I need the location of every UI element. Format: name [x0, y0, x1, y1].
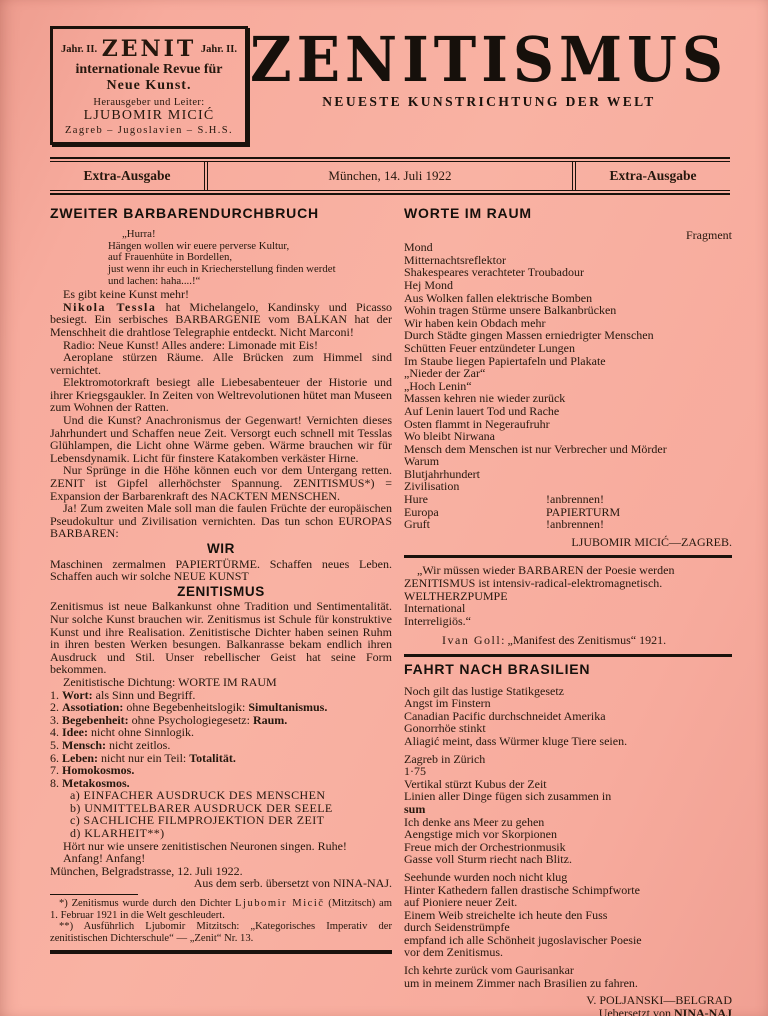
extra-ausgabe-left: Extra-Ausgabe — [83, 168, 171, 183]
footnote — [50, 898, 392, 921]
poem-line: um in meinem Zimmer nach Brasilien zu fahren. — [404, 975, 638, 990]
text-segment: PAPIERTURM — [546, 504, 621, 519]
text-segment: : „Manifest des Zenitismus“ 1921. — [501, 633, 667, 648]
extra-ausgabe-right: Extra-Ausgabe — [609, 168, 697, 183]
poem-line: International — [404, 601, 466, 616]
text-segment: Simultanismus. — [248, 700, 328, 715]
poem-line: Durch Städte gingen Massen erniedrigter Menschen — [404, 328, 654, 343]
masthead-subtitle-line2: Neue Kunst. — [106, 78, 192, 93]
quote-line: Hängen wollen wir euere perverse Kultur, — [108, 239, 290, 252]
dateline-inner — [50, 161, 730, 191]
text-segment: NINA-NAJ — [674, 1005, 732, 1016]
horizontal-rule — [404, 654, 732, 657]
poem-line: Mitternachtsreflektor — [404, 252, 506, 267]
text-segment: Assotiation: — [62, 700, 124, 715]
text-segment: 8. — [50, 775, 62, 790]
paragraph — [50, 301, 392, 339]
poem-line: Canadian Pacific durchschneidet Amerika — [404, 708, 606, 723]
poem-line: ZENITISMUS ist intensiv-radical-elektromagnetisch. — [404, 576, 663, 591]
text-segment: 5. — [50, 737, 62, 752]
text-segment: Begebenheit: — [62, 712, 129, 727]
poem-line: Seehunde wurden noch nicht klug — [404, 869, 568, 884]
poem-line: auf Pioniere neuer Zeit. — [404, 895, 518, 910]
paragraph: Ja! Zum zweiten Male soll man die faulen Früchte der europäischen Pseudokultur und Zivilisation vernichten. Das tun schon EUROPAS BARBAREN: — [50, 501, 392, 541]
poem-line: Aengstige mich vor Skorpionen — [404, 827, 557, 842]
poem-line: „Nieder der Zar“ — [404, 366, 486, 381]
poem-line: Vertikal stürzt Kubus der Zeit — [404, 776, 547, 791]
sub-list-item: d) KLARHEIT**) — [70, 826, 165, 841]
page-title: ZENITISMUS — [249, 23, 729, 97]
text-segment: nicht nur ein Teil: — [98, 750, 190, 765]
paragraph: München, Belgradstrasse, 12. Juli 1922. — [50, 863, 243, 878]
text-segment: Raum. — [252, 712, 288, 727]
quote-line: auf Frauenhüte in Bordellen, — [108, 251, 233, 264]
poem-line: empfand ich alle Schönheit jugoslavischer Poesie — [404, 932, 642, 947]
paragraph: Aeroplane stürzen Räume. Alle Brücken zum Himmel sind vernichtet. — [50, 350, 392, 377]
quote-line: und lachen: haha....!“ — [108, 275, 201, 288]
text-segment: 4. — [50, 725, 62, 740]
right-column — [404, 207, 732, 1016]
text-segment: (Mitzitsch) am 1. Februar 1921 in die Welt geschleudert. — [50, 898, 392, 921]
text-segment: Wort: — [62, 687, 93, 702]
poem-line: Wir haben kein Obdach mehr — [404, 315, 546, 330]
poem-line: Freue mich der Orchestrionmusik — [404, 839, 566, 854]
text-segment: nicht zeitlos. — [106, 737, 171, 752]
poem-heading-fahrt-nach-brasilien: FAHRT NACH BRASILIEN — [404, 661, 591, 677]
paragraph: Anfang! Anfang! — [63, 851, 146, 866]
poem-line: Blutjahrhundert — [404, 466, 480, 481]
poem-line-pair — [404, 518, 732, 531]
poem-line: Mond — [404, 240, 433, 255]
poem-line: Einem Weib streichelte ich heute den Fuss — [404, 907, 608, 922]
footnote: **) Ausführlich Ljubomir Mitzitsch: „Kategorisches Imperativ der zenitistischen Dichterschule“ — „Zenit“ Nr. 13. — [50, 921, 392, 944]
poem-line: Ich denke ans Meer zu gehen — [404, 814, 545, 829]
dateline-place-date: München, 14. Juli 1922 — [204, 162, 576, 190]
quote-line: just wenn ihr euch in Kriecherstellung finden werdet — [108, 263, 336, 276]
volume-label-left: Jahr. II. — [61, 43, 98, 55]
text-segment: 6. — [50, 750, 62, 765]
text-segment: hat Michelangelo, Kandinsky und Picasso besiegt. Ein serbisches BARBARGENIE vom BALKAN hat der Menschheit die drahtlose Telegraphie entdeckt. Nicht Marconi! — [50, 299, 392, 339]
footnote-rule — [50, 894, 138, 895]
text-segment: Metakosmos. — [62, 775, 130, 790]
text-segment: Idee: — [62, 725, 88, 740]
sub-list-item: c) SACHLICHE FILMPROJEKTION DER ZEIT — [70, 813, 325, 828]
text-segment: Mensch: — [62, 737, 106, 752]
poem-line: durch Seidenstrümpfe — [404, 920, 510, 935]
spacer — [404, 627, 732, 632]
text-segment: Gruft — [404, 517, 430, 532]
poem-line: Hej Mond — [404, 277, 453, 292]
text-segment: *) Zenitismus wurde durch den Dichter — [59, 898, 236, 910]
volume-label-right: Jahr. II. — [200, 43, 237, 55]
fragment-label: Fragment — [686, 227, 732, 242]
text-segment: Ljubomir Micič — [235, 898, 325, 910]
poem-line: Angst im Finstern — [404, 696, 491, 711]
dateline-bar — [50, 157, 730, 195]
text-segment: nicht ohne Sinnlogik. — [88, 725, 194, 740]
poem-line: Osten flammt in Negeraufruhr — [404, 416, 550, 431]
poem-line: Warum — [404, 454, 440, 469]
bottom-rule — [50, 950, 392, 954]
poem-line: 1·75 — [404, 764, 426, 779]
paragraph: Zenitismus ist neue Balkankunst ohne Tradition und Sentimentalität. Nur solche Kunst brauchen wir. Zenitismus ist Schule für konstruktive Kunst und ihre Realisation. Zenitistische Dichter haben seinen Ruhm in ihren besten Werken besungen. Balkanrasse bekam endlich ihren Ausdruck und Stil. Unser rebellischer Geist hat seine Form bekommen. — [50, 599, 392, 677]
masthead-location: Zagreb – Jugoslavien – S.H.S. — [64, 125, 234, 136]
text-segment: !anbrennen! — [546, 492, 604, 507]
text-segment: 3. — [50, 712, 62, 727]
masthead-box — [50, 26, 248, 145]
paragraph: Es gibt keine Kunst mehr! — [63, 287, 189, 302]
center-heading-zenitismus: ZENITISMUS — [177, 583, 265, 599]
poem-line: Gonorrhöe stinkt — [404, 721, 486, 736]
paragraph: Und die Kunst? Anachronismus der Gegenwart! Vernichten dieses Jahrhundert und Schaffen neue Zeit. Versorgt euch schnell mit Tesslas Glühlampen, die Licht ohne Wärme geben. Wärme brauchen wir für Lebensdynamik. Licht für finstere Katakomben verkäster Hirne. — [50, 413, 392, 465]
page-header — [0, 0, 768, 145]
article-heading-zweiter-barbarendurchbruch: ZWEITER BARBARENDURCHBRUCH — [50, 205, 319, 221]
text-segment: Hure — [404, 492, 428, 507]
text-segment: Homokosmos. — [62, 763, 135, 778]
poem-line: Auf Lenin lauert Tod und Rache — [404, 403, 560, 418]
center-heading-wir: WIR — [206, 541, 236, 556]
poem-line — [404, 803, 732, 816]
poem-line: Im Staube liegen Papiertafeln und Plakate — [404, 353, 606, 368]
text-segment: ohne Psychologiegesetz: — [128, 712, 253, 727]
translation-credit — [404, 1007, 732, 1016]
paragraph: Maschinen zermalmen PAPIERTÜRME. Schaffen neues Leben. Schaffen auch wir solche NEUE KUNST — [50, 556, 392, 584]
paragraph: Hört nur wie unsere zenitistischen Neuronen singen. Ruhe! — [63, 838, 347, 853]
poem-line: Wohin tragen Stürme unsere Balkanbrücken — [404, 303, 617, 318]
poem-line: Linien aller Dinge fügen sich zusammen in — [404, 789, 612, 804]
zenit-wordmark: ZENIT — [101, 36, 197, 62]
text-segment: Uebersetzt von — [598, 1005, 674, 1016]
text-segment: sum — [404, 801, 426, 816]
poem-line: „Hoch Lenin“ — [404, 378, 472, 393]
sub-list-item: b) UNMITTELBARER AUSDRUCK DER SEELE — [70, 800, 333, 815]
text-segment: ohne Begebenheitslogik: — [123, 700, 249, 715]
poem-line: Aus Wolken fallen elektrische Bomben — [404, 290, 593, 305]
poem-line: Schütten Feuer entzündeter Lungen — [404, 340, 575, 355]
sub-list-item: a) EINFACHER AUSDRUCK DES MENSCHEN — [70, 788, 326, 803]
quote-line: „Hurra! — [122, 227, 156, 240]
editor-name: LJUBOMIR MICIĆ — [83, 108, 215, 123]
horizontal-rule — [404, 555, 732, 558]
text-segment: Totalität. — [189, 750, 236, 765]
text-segment: Europa — [404, 504, 439, 519]
poem-line: Wo bleibt Nirwana — [404, 429, 496, 444]
poem-heading-worte-im-raum: WORTE IM RAUM — [404, 205, 532, 221]
paragraph: „Wir müssen wieder BARBAREN der Poesie werden — [417, 563, 675, 578]
text-segment: 1. — [50, 687, 62, 702]
masthead-subtitle-line1: internationale Revue für — [75, 62, 223, 77]
poem-line: vor dem Zenitismus. — [404, 945, 503, 960]
text-segment: Nikola Tessla — [63, 299, 157, 314]
article-columns — [0, 195, 768, 1016]
author-signature: V. POLJANSKI—BELGRAD — [586, 993, 732, 1008]
poem-line: Interreligiös.“ — [404, 613, 471, 628]
poem-line: Ich kehrte zurück vom Gaurisankar — [404, 963, 574, 978]
poem-line: Mensch dem Menschen ist nur Verbrecher und Mörder — [404, 441, 667, 456]
text-segment: 7. — [50, 763, 62, 778]
paragraph: Radio: Neue Kunst! Alles andere: Limonade mit Eis! — [63, 337, 318, 352]
text-segment: !anbrennen! — [546, 517, 604, 532]
text-segment: 2. — [50, 700, 62, 715]
left-column — [50, 207, 392, 1016]
paragraph: Nur Sprünge in die Höhe können euch vor dem Untergang retten. ZENIT ist Gipfel allerhöchster Spannung. ZENITISMUS*) = Expansion der Barbarenkraft des NACKTEN MENSCHEN. — [50, 463, 392, 503]
poem-line-pair — [404, 493, 732, 506]
paragraph: Elektromotorkraft besiegt alle Liebesabenteuer der Historie und ihrer Kriegsgaukler. In Zeiten von Weltrevolutionen hütet man Museen zum Wohnen der Ratten. — [50, 375, 392, 415]
poem-line: Massen kehren nie wieder zurück — [404, 391, 566, 406]
translation-credit: Aus dem serb. übersetzt von NINA-NAJ. — [193, 876, 392, 891]
masthead-top-row — [61, 36, 237, 62]
text-segment: Ivan Goll — [442, 633, 502, 648]
poem-line: Gasse voll Sturm riecht nach Blitz. — [404, 852, 572, 867]
title-block — [248, 23, 730, 110]
text-segment: Leben: — [62, 750, 98, 765]
editor-label: Herausgeber und Leiter: — [93, 97, 205, 108]
poem-line: Shakespeares verachteter Troubadour — [404, 265, 584, 280]
citation-ivan-goll — [442, 634, 732, 647]
poem-line: Hinter Kathedern fallen drastische Schimpfworte — [404, 882, 640, 897]
text-segment: als Sinn und Begriff. — [92, 687, 196, 702]
poem-line: Zivilisation — [404, 479, 460, 494]
poem-line: Aliagić meint, dass Würmer kluge Tiere seien. — [404, 733, 628, 748]
paragraph: Zenitistische Dichtung: WORTE IM RAUM — [63, 674, 277, 689]
author-signature: LJUBOMIR MICIĆ—ZAGREB. — [571, 534, 732, 549]
poem-line: Noch gilt das lustige Statikgesetz — [404, 683, 564, 698]
poem-line: Zagreb in Zürich — [404, 751, 486, 766]
poem-line: WELTHERZPUMPE — [404, 588, 508, 603]
page-subtitle: NEUESTE KUNSTRICHTUNG DER WELT — [322, 94, 656, 109]
